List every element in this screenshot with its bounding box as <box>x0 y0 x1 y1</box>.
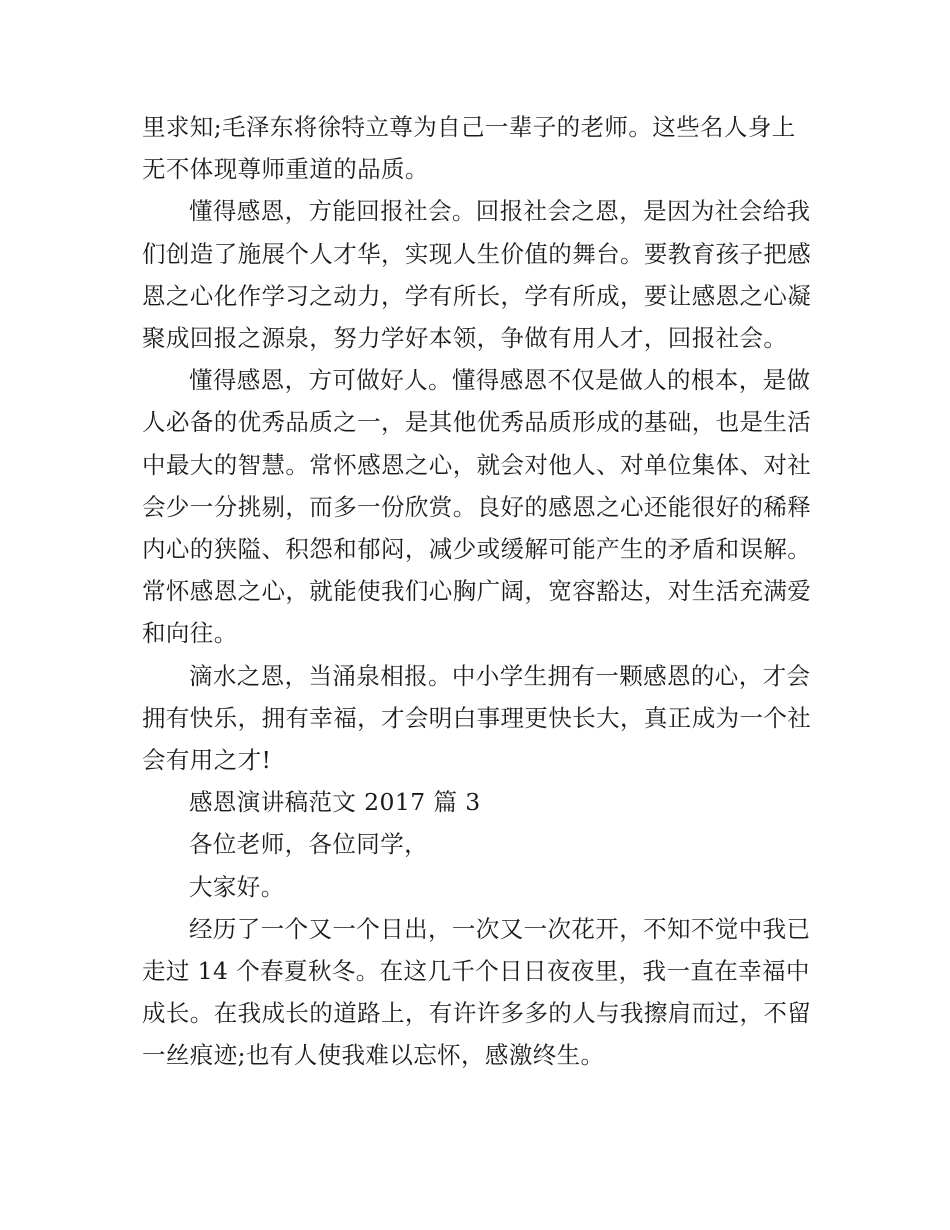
paragraph-drop-of-water: 滴水之恩，当涌泉相报。中小学生拥有一颗感恩的心，才会拥有快乐，拥有幸福，才会明白事理更快长大，真正成为一个社会有用之才! <box>142 661 812 775</box>
paragraph-continuation: 里求知;毛泽东将徐特立尊为自己一辈子的老师。这些名人身上无不体现尊师重道的品质。 <box>142 113 796 184</box>
paragraph-be-good-person: 懂得感恩，方可做好人。懂得感恩不仅是做人的根本，是做人必备的优秀品质之一，是其他优秀品质形成的基础，也是生活中最大的智慧。常怀感恩之心，就会对他人、对单位集体、对社会少一分挑剔，而多一份欣赏。良好的感恩之心还能很好的稀释内心的狭隘、积怨和郁闷，减少或缓解可能产生的矛盾和误解。常怀感恩之心，就能使我们心胸广阔，宽容豁达，对生活充满爱和向往。 <box>142 366 812 648</box>
paragraph-growing-up: 经历了一个又一个日出，一次又一次花开，不知不觉中我已走过 14 个春夏秋冬。在这几千个日日夜夜里，我一直在幸福中成长。在我成长的道路上，有许许多多的人与我擦肩而过，不留一丝痕迹;也有人使我难以忘怀，感激终生。 <box>142 914 812 1070</box>
salutation: 各位老师，各位同学， <box>189 830 428 859</box>
document-body <box>142 106 812 1077</box>
paragraph-repay-society: 懂得感恩，方能回报社会。回报社会之恩，是因为社会给我们创造了施展个人才华，实现人生价值的舞台。要教育孩子把感恩之心化作学习之动力，学有所长，学有所成，要让感恩之心凝聚成回报之源泉，努力学好本领，争做有用人才，回报社会。 <box>142 197 812 353</box>
section-heading: 感恩演讲稿范文 2017 篇 3 <box>189 788 481 817</box>
greeting: 大家好。 <box>189 872 285 901</box>
